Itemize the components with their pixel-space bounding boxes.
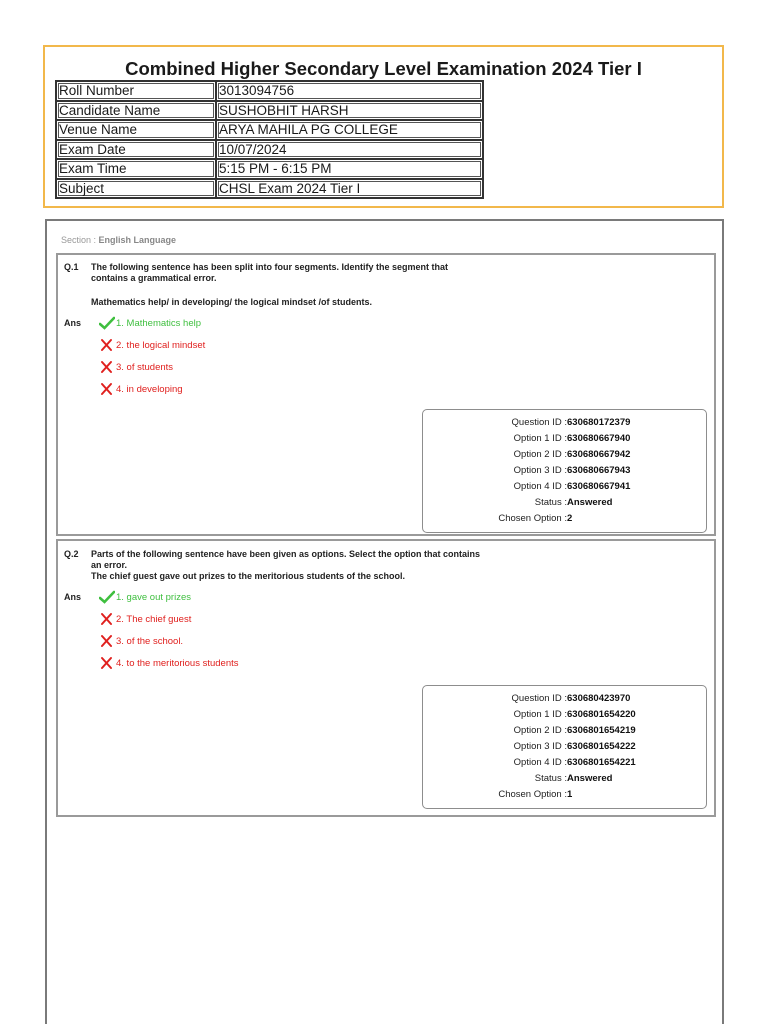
option-label: 1. gave out prizes (116, 591, 191, 603)
chosen-option-value: 2 (567, 513, 573, 524)
meta-label: Question ID : (511, 417, 567, 428)
candidate-info-table (55, 80, 484, 199)
option-label: 3. of students (116, 361, 174, 373)
info-label: Exam Date (56, 140, 216, 160)
response-sheet-panel (45, 219, 724, 1024)
option-label: 4. in developing (116, 383, 183, 395)
meta-label: Option 2 ID : (513, 449, 567, 460)
meta-label: Status : (534, 773, 567, 784)
meta-label: Option 2 ID : (513, 725, 567, 736)
section-prefix: Section : (61, 235, 99, 245)
question-card-1 (56, 253, 716, 536)
info-value: ARYA MAHILA PG COLLEGE (216, 120, 483, 140)
meta-label: Question ID : (511, 693, 567, 704)
meta-label: Option 1 ID : (513, 433, 567, 444)
info-label: Roll Number (56, 81, 216, 101)
option-label: 2. the logical mindset (116, 339, 206, 351)
cross-icon (99, 360, 115, 374)
section-name: English Language (98, 235, 177, 245)
question-number: Q.2 (64, 549, 79, 559)
info-row-candidate-name (56, 101, 483, 121)
meta-label: Option 3 ID : (513, 465, 567, 476)
status-value: Answered (567, 773, 613, 784)
question-text-line2: contains a grammatical error. (91, 273, 217, 283)
question-text-line1: The following sentence has been split into four segments. Identify the segment that (91, 262, 449, 272)
info-value: SUSHOBHIT HARSH (216, 101, 483, 121)
info-row-exam-date (56, 140, 483, 160)
question-id-value: 630680423970 (567, 693, 631, 704)
question-text-line2: an error. (91, 560, 128, 570)
option-4-id-value: 630680667941 (567, 481, 631, 492)
option-1 (99, 316, 201, 330)
info-row-exam-time (56, 159, 483, 179)
exam-header-card (43, 45, 724, 208)
info-value: 5:15 PM - 6:15 PM (216, 159, 483, 179)
chosen-option-value: 1 (567, 789, 573, 800)
option-1 (99, 590, 191, 604)
meta-label: Option 1 ID : (513, 709, 567, 720)
info-label: Venue Name (56, 120, 216, 140)
exam-title: Combined Higher Secondary Level Examination 2024 Tier I (125, 58, 642, 79)
info-row-venue-name (56, 120, 483, 140)
status-value: Answered (567, 497, 613, 508)
option-label: 4. to the meritorious students (116, 657, 239, 669)
meta-label: Chosen Option : (498, 789, 567, 800)
option-2-id-value: 630680667942 (567, 449, 631, 460)
question-sentence: Mathematics help/ in developing/ the logical mindset /of students. (91, 297, 373, 307)
info-value: 3013094756 (216, 81, 483, 101)
info-row-roll-number (56, 81, 483, 101)
option-3-id-value: 630680667943 (567, 465, 631, 476)
info-value: CHSL Exam 2024 Tier I (216, 179, 483, 199)
question-id-value: 630680172379 (567, 417, 631, 428)
info-label: Exam Time (56, 159, 216, 179)
check-icon (99, 590, 115, 604)
option-4 (99, 656, 239, 670)
option-1-id-value: 6306801654220 (567, 709, 636, 720)
question-card-2 (56, 539, 716, 817)
question-number: Q.1 (64, 262, 79, 272)
option-2 (99, 338, 205, 352)
question-meta-box (422, 685, 707, 809)
option-4-id-value: 6306801654221 (567, 757, 636, 768)
option-label: 2. The chief guest (116, 613, 192, 625)
check-icon (99, 316, 115, 330)
option-3 (99, 634, 183, 648)
option-1-id-value: 630680667940 (567, 433, 631, 444)
question-meta-box (422, 409, 707, 533)
meta-label: Status : (534, 497, 567, 508)
cross-icon (99, 338, 115, 352)
answer-label: Ans (64, 592, 82, 602)
option-2 (99, 612, 191, 626)
cross-icon (99, 656, 115, 670)
question-sentence: The chief guest gave out prizes to the meritorious students of the school. (91, 571, 406, 581)
answer-label: Ans (64, 318, 82, 328)
info-value: 10/07/2024 (216, 140, 483, 160)
info-row-subject (56, 179, 483, 199)
option-4 (99, 382, 183, 396)
meta-label: Chosen Option : (498, 513, 567, 524)
info-label: Candidate Name (56, 101, 216, 121)
option-3 (99, 360, 173, 374)
question-text-line1: Parts of the following sentence have been given as options. Select the option that contains (91, 549, 481, 559)
meta-label: Option 3 ID : (513, 741, 567, 752)
option-2-id-value: 6306801654219 (567, 725, 636, 736)
info-label: Subject (56, 179, 216, 199)
option-3-id-value: 6306801654222 (567, 741, 636, 752)
cross-icon (99, 634, 115, 648)
cross-icon (99, 612, 115, 626)
meta-label: Option 4 ID : (513, 757, 567, 768)
option-label: 1. Mathematics help (116, 317, 202, 329)
option-label: 3. of the school. (116, 635, 184, 647)
cross-icon (99, 382, 115, 396)
section-label (61, 235, 176, 245)
meta-label: Option 4 ID : (513, 481, 567, 492)
